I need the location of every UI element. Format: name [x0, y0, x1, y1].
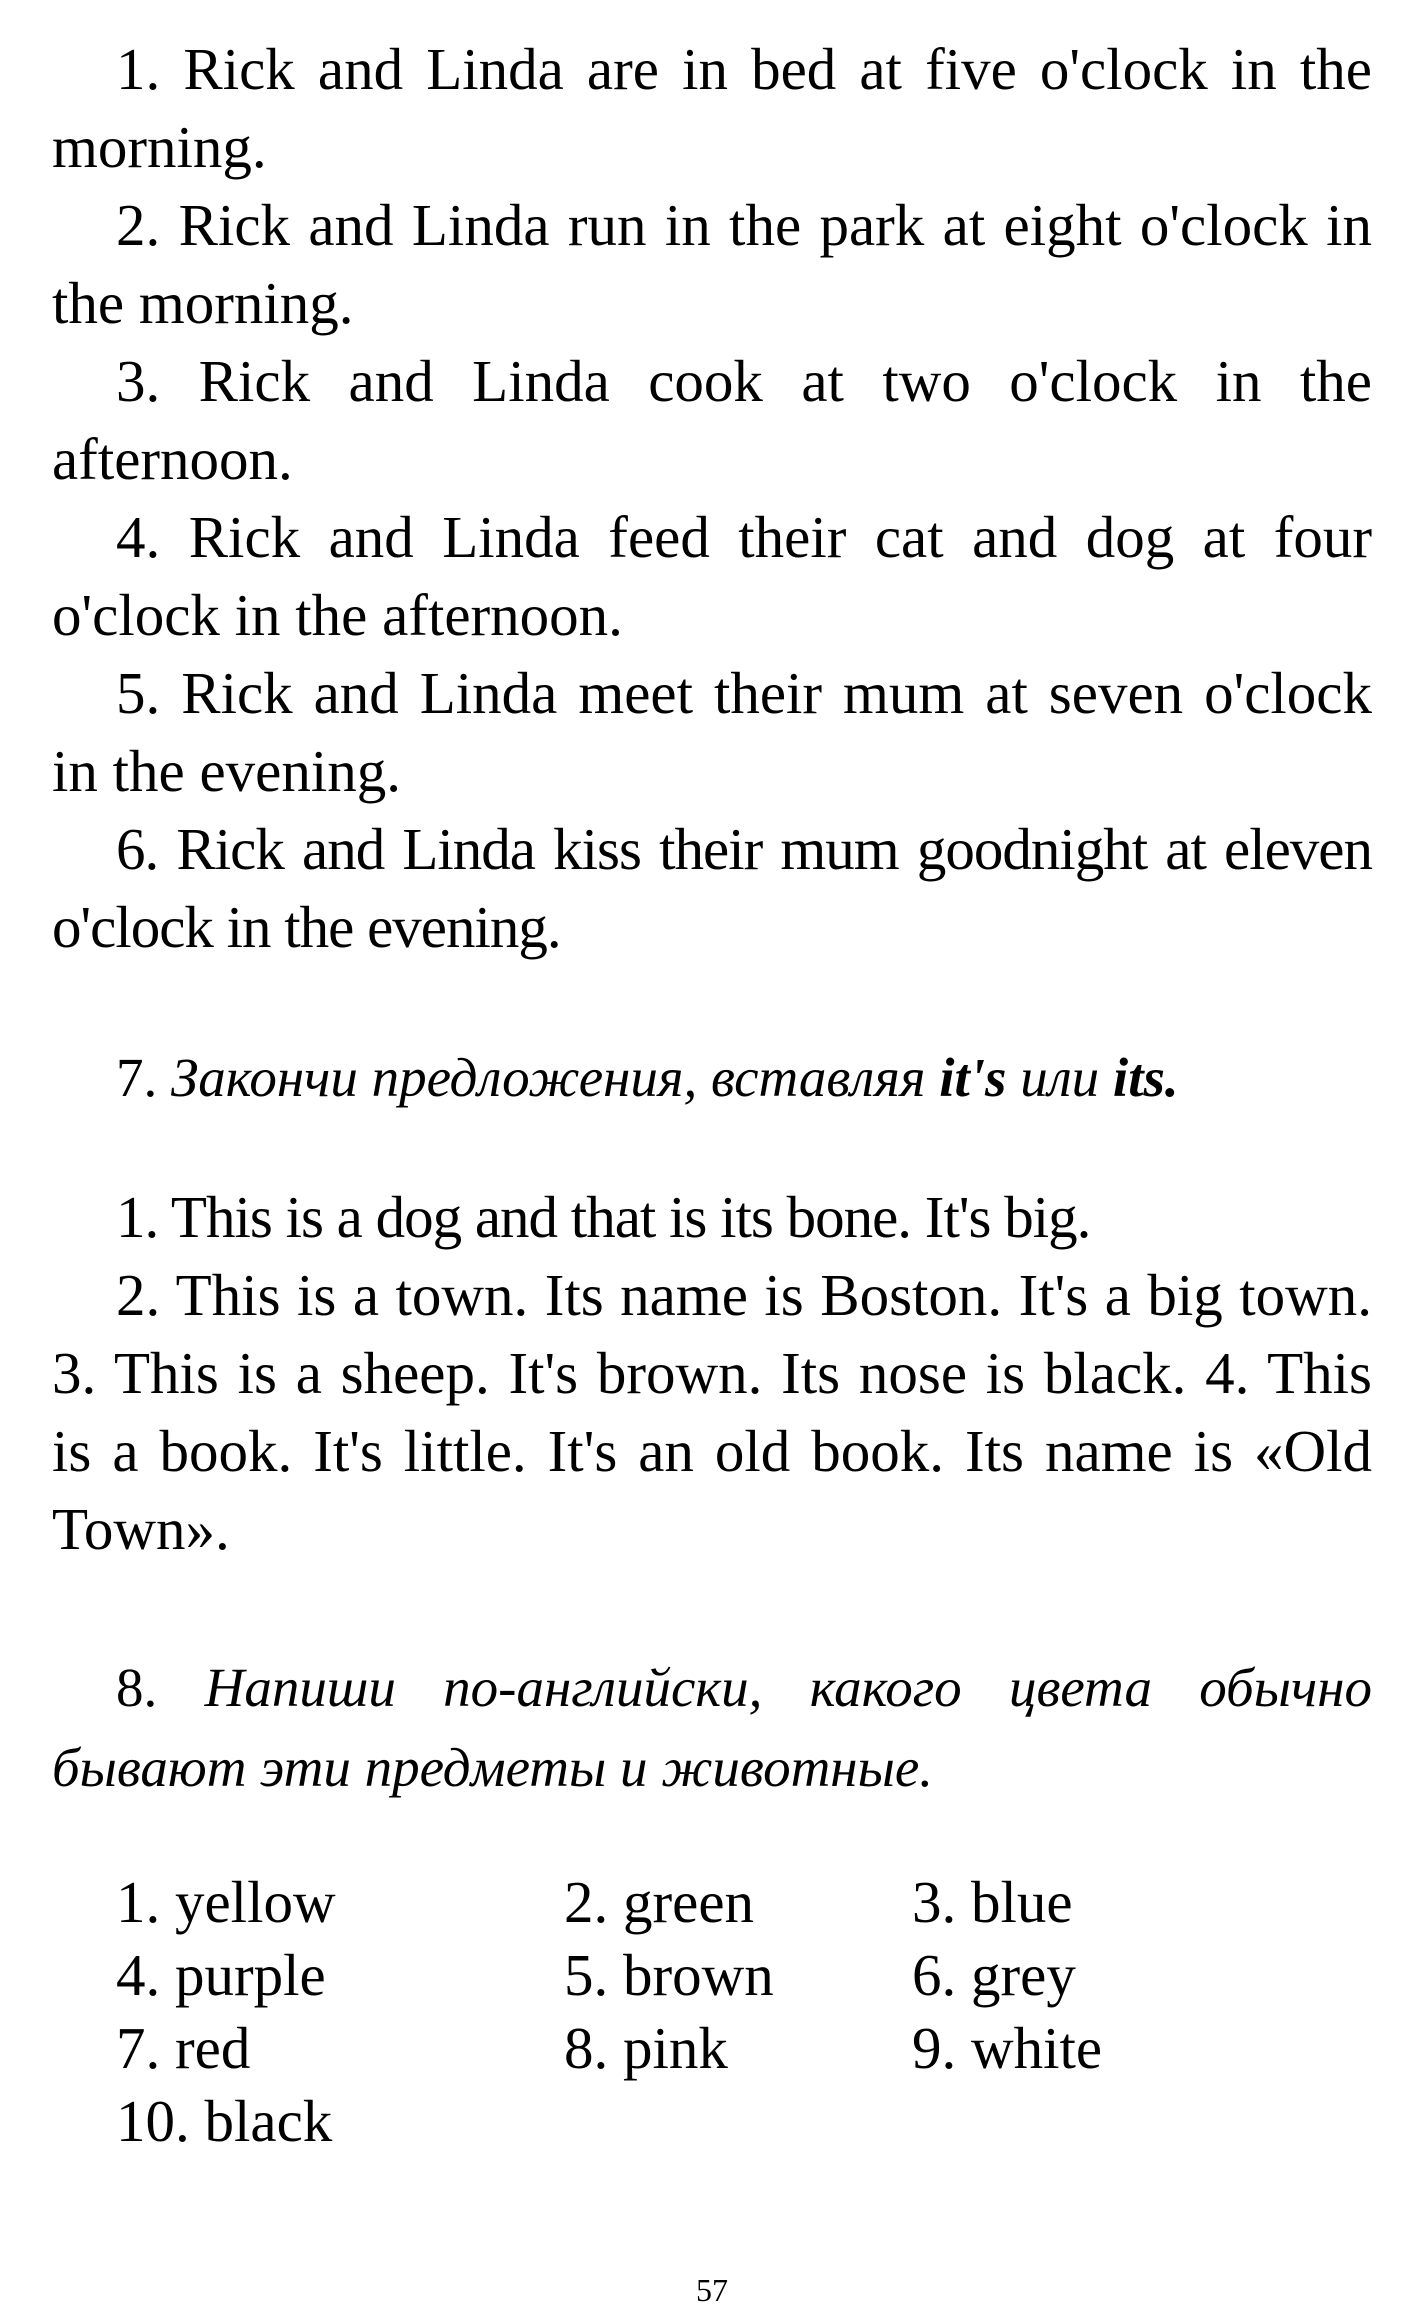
color-row: [116, 2012, 1372, 2085]
color-answer: 1. yellow: [116, 1869, 336, 1935]
color-answer: 10. black: [116, 2088, 333, 2154]
answer-line: 3. Rick and Linda cook at two o'clock in the afternoon.: [52, 348, 1372, 492]
task-8-color-answers: [116, 1866, 1372, 2158]
answer-line: 2. Rick and Linda run in the park at eight o'clock in the morning.: [52, 192, 1372, 336]
task-keyword: it's: [939, 1047, 1007, 1108]
task-number: 8.: [116, 1657, 158, 1718]
exercise-6-answers: [52, 30, 1372, 966]
spacer: [52, 1808, 1372, 1866]
task-number: 7.: [116, 1047, 158, 1108]
answer-line: 1. Rick and Linda are in bed at five o'clock in the morning.: [52, 36, 1372, 180]
task-7-heading: [52, 1038, 1372, 1118]
answer-line: 6. Rick and Linda kiss their mum goodnight at eleven o'clock in the evening.: [52, 816, 1372, 960]
task-conjunction: или: [1020, 1047, 1100, 1108]
color-answer: 8. pink: [564, 2015, 728, 2081]
task-keyword: its.: [1112, 1047, 1179, 1108]
answer-line: 5. Rick and Linda meet their mum at seven o'clock in the evening.: [52, 660, 1372, 804]
task-7-answers: [52, 1178, 1372, 1568]
page-number: 57: [696, 2272, 728, 2308]
color-row: [116, 1939, 1372, 2012]
color-answer: 4. purple: [116, 1942, 326, 2008]
spacer: [52, 1568, 1372, 1648]
color-answer: 5. brown: [564, 1942, 774, 2008]
color-answer: 9. white: [912, 2015, 1103, 2081]
spacer: [52, 1118, 1372, 1178]
color-answer: 2. green: [564, 1869, 755, 1935]
task-8-heading: [52, 1648, 1372, 1808]
color-answer: 6. grey: [912, 1942, 1076, 2008]
color-row: [116, 2085, 1372, 2158]
answer-line: 1. This is a dog and that is its bone. It's big.: [116, 1184, 1091, 1250]
color-answer: 7. red: [116, 2015, 251, 2081]
answer-line: 4. Rick and Linda feed their cat and dog at four o'clock in the afternoon.: [52, 504, 1372, 648]
task-instruction: Закончи предложения, вставляя: [171, 1047, 926, 1108]
answer-paragraph: 2. This is a town. Its name is Boston. It's a big town. 3. This is a sheep. It's brown. Its nose is black. 4. This is a book. It's little. It's an old book. Its name is «Old Town».: [52, 1262, 1372, 1562]
spacer: [52, 966, 1372, 1038]
textbook-page: [52, 30, 1372, 2308]
color-row: [116, 1866, 1372, 1939]
task-instruction: Напиши по-английски, какого цвета обычно бывают эти предметы и животные.: [52, 1657, 1372, 1798]
color-answer: 3. blue: [912, 1869, 1073, 1935]
